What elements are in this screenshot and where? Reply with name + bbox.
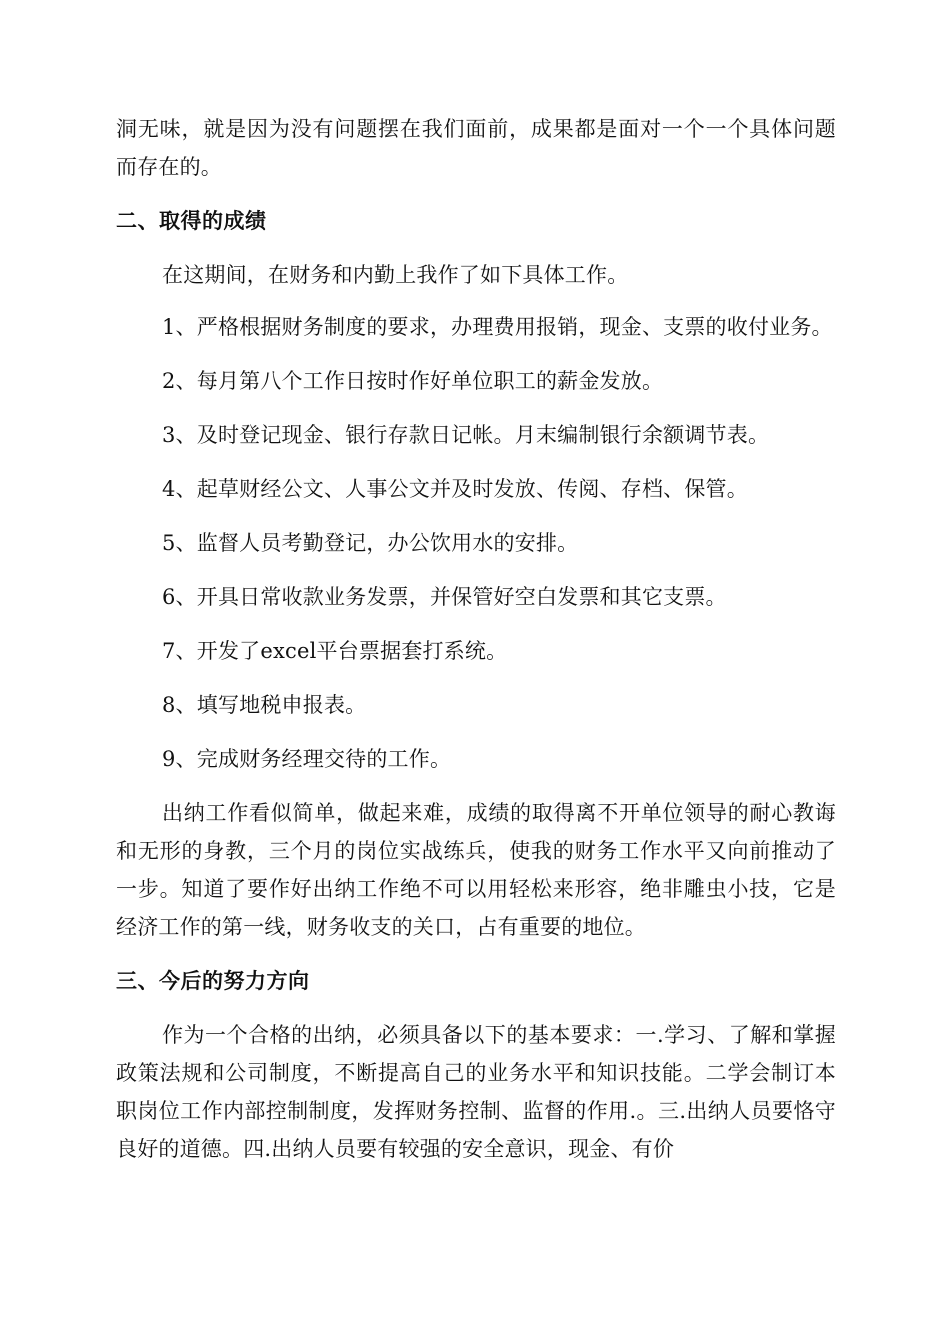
section2-lead-paragraph: 在这期间，在财务和内勤上我作了如下具体工作。 [162, 263, 629, 287]
list-item: 6、开具日常收款业务发票，并保管好空白发票和其它支票。 [162, 585, 727, 609]
section-heading-future-direction: 三、今后的努力方向 [116, 969, 310, 993]
list-item: 3、及时登记现金、银行存款日记帐。月末编制银行余额调节表。 [162, 423, 770, 447]
section-heading-achievements: 二、取得的成绩 [116, 209, 267, 233]
intro-paragraph: 洞无味，就是因为没有问题摆在我们面前，成果都是面对一个一个具体问题而存在的。 [116, 117, 836, 179]
list-item: 9、完成财务经理交待的工作。 [162, 747, 452, 771]
list-item: 4、起草财经公文、人事公文并及时发放、传阅、存档、保管。 [162, 477, 748, 501]
document-page [116, 110, 836, 1184]
section2-summary-paragraph: 出纳工作看似简单，做起来难，成绩的取得离不开单位领导的耐心教诲和无形的身教，三个月的岗位实战练兵，使我的财务工作水平又向前推动了一步。知道了要作好出纳工作绝不可以用轻松来形容，绝非雕虫小技，它是经济工作的第一线，财务收支的关口，占有重要的地位。 [116, 801, 836, 939]
list-item: 2、每月第八个工作日按时作好单位职工的薪金发放。 [162, 369, 664, 393]
list-item: 8、填写地税申报表。 [162, 693, 367, 717]
list-item: 1、严格根据财务制度的要求，办理费用报销，现金、支票的收付业务。 [162, 315, 833, 339]
list-item: 5、监督人员考勤登记，办公饮用水的安排。 [162, 531, 579, 555]
section3-paragraph: 作为一个合格的出纳，必须具备以下的基本要求：一.学习、了解和掌握政策法规和公司制度，不断提高自己的业务水平和知识技能。二学会制订本职岗位工作内部控制制度，发挥财务控制、监督的作用.。三.出纳人员要恪守良好的道德。四.出纳人员要有较强的安全意识，现金、有价 [116, 1023, 836, 1161]
list-item: 7、开发了excel平台票据套打系统。 [162, 639, 508, 663]
